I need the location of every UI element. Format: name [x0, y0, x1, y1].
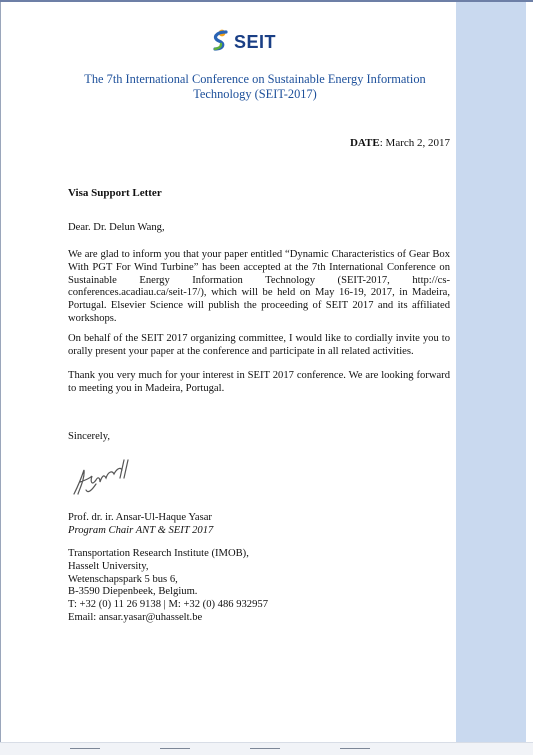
address-line: B-3590 Diepenbeek, Belgium. — [68, 586, 198, 598]
letter-paragraph-thanks: Thank you very much for your interest in SEIT 2017 conference. We are looking forward to meeting you in Madeira, Portugal. — [68, 370, 450, 394]
bottom-scroll-strip — [0, 742, 533, 755]
address-line: Wetenschapspark 5 bus 6, — [68, 573, 178, 585]
signer-block — [68, 512, 213, 538]
date-value: : March 2, 2017 — [379, 137, 450, 149]
side-panel — [456, 2, 526, 742]
strip-mark — [70, 748, 100, 749]
letter-subject: Visa Support Letter — [68, 187, 162, 199]
letter-date — [300, 137, 450, 149]
conference-title: The 7th International Conference on Sustainable Energy Information Technology (SEIT-2017) — [84, 72, 426, 101]
date-label: DATE — [349, 137, 380, 149]
page-right-margin — [526, 2, 533, 754]
email-line: Email: ansar.yasar@uhasselt.be — [68, 611, 203, 623]
strip-mark — [340, 748, 370, 749]
address-line: Transportation Research Institute (IMOB), — [68, 548, 249, 559]
page-left-border — [0, 2, 1, 754]
logo-text: SEIT — [234, 32, 277, 52]
seit-logo-icon — [210, 28, 232, 52]
strip-mark — [160, 748, 190, 749]
letter-closing: Sincerely, — [68, 431, 110, 442]
signer-name: Prof. dr. ir. Ansar-Ul-Haque Yasar — [68, 512, 212, 523]
letter-paragraph-acceptance: We are glad to inform you that your paper entitled “Dynamic Characteristics of Gear Box With PGT For Wind Turbine” has been accepted at the 7th International Conference on Sustainable Energy Information Technology (SEIT-2017, http://cs-conferences.acadiau.ca/seit-17/), which will be held on May 16-19, 2017, in Madeira, Portugal. Elsevier Science will publish the proceeding of SEIT 2017 and its affiliated workshops. — [68, 249, 450, 324]
strip-mark — [250, 748, 280, 749]
signer-address — [68, 548, 268, 625]
signer-role: Program Chair ANT & SEIT 2017 — [68, 524, 214, 536]
window-top-border — [0, 0, 533, 2]
letter-paragraph-invitation: On behalf of the SEIT 2017 organizing committee, I would like to cordially invite you to orally present your paper at the conference and participate in all related activities. — [68, 333, 450, 357]
handwritten-signature — [68, 450, 168, 502]
address-line: Hasselt University, — [68, 560, 149, 572]
letter-greeting: Dear. Dr. Delun Wang, — [68, 222, 165, 233]
phone-line: T: +32 (0) 11 26 9138 | M: +32 (0) 486 932957 — [68, 599, 268, 611]
